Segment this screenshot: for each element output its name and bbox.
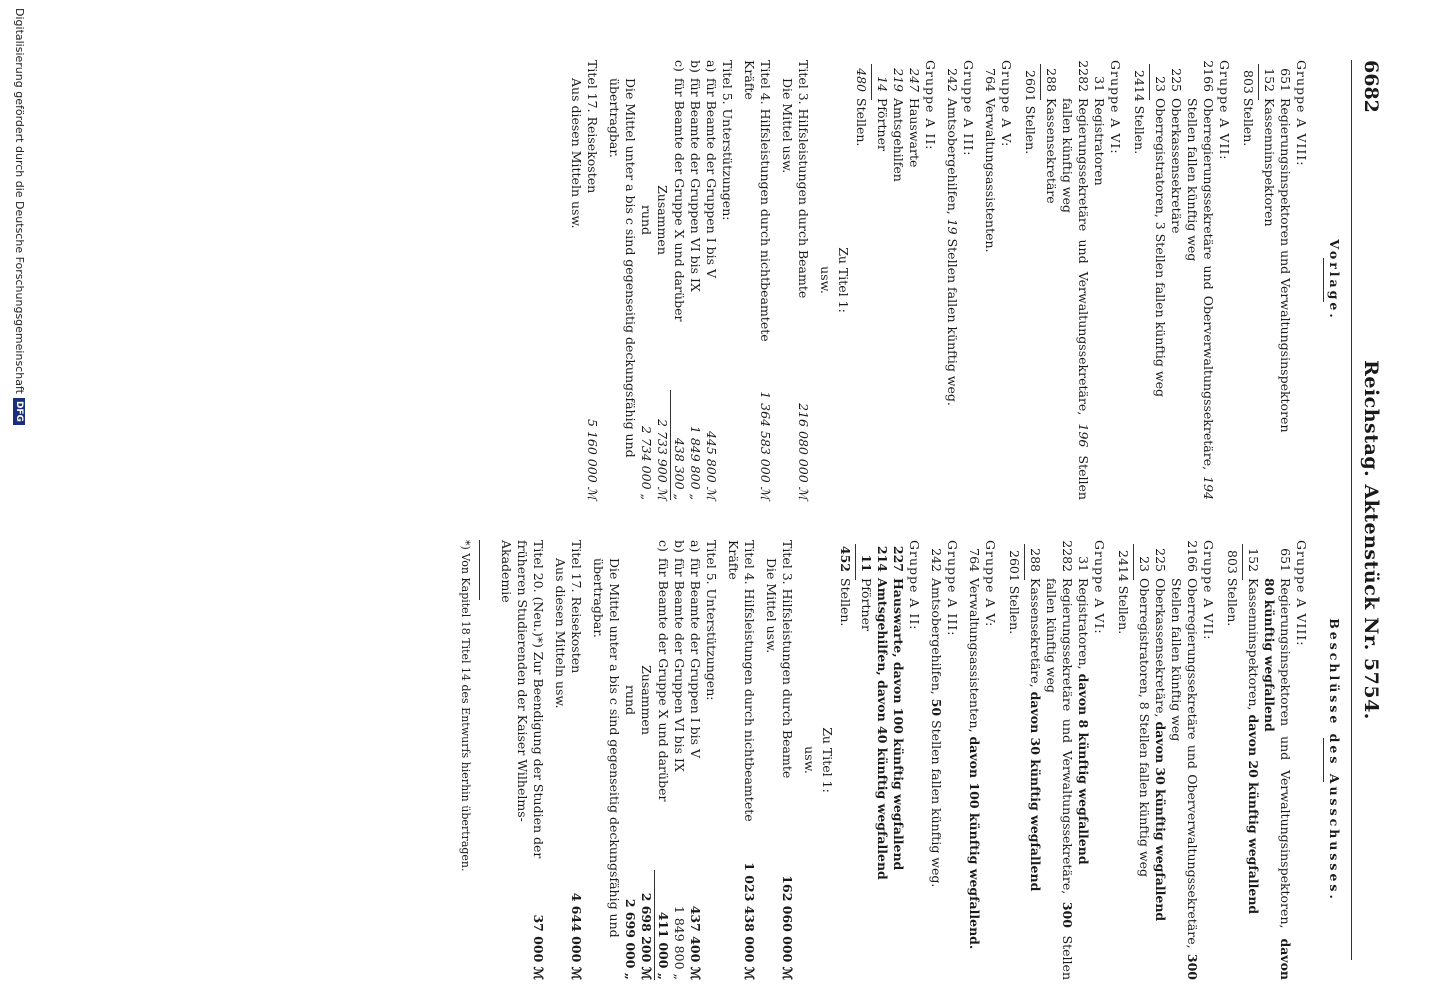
mittel-note: Die Mittel unter a bis c sind gegenseitig deckungsfähig und übertragbar.	[607, 78, 638, 458]
list-item: 288 Kassensekretäre, davon 30 künftig wegfallend	[1028, 548, 1043, 892]
usw-label: usw.	[818, 266, 833, 294]
sum-rule	[1133, 544, 1134, 580]
sum-rule	[855, 544, 856, 580]
list-item: 2282 Regierungssekretäre und Verwaltungssekretäre, 196 Stellen fallen künftig weg	[1060, 60, 1091, 500]
titel-17-note: Aus diesen Mitteln usw.	[553, 558, 568, 709]
usw-label: usw.	[802, 746, 817, 774]
list-item: 219 Amtsgehilfen	[891, 68, 906, 182]
group-total: 2414 Stellen.	[1116, 550, 1131, 635]
group-title: Gruppe A VII:	[1201, 540, 1216, 641]
group-title: Gruppe A II:	[923, 60, 938, 151]
group-total: 803 Stellen.	[1225, 550, 1240, 627]
page-number: 6682	[1360, 60, 1382, 113]
group-total: 2414 Stellen.	[1132, 70, 1147, 155]
list-item: 14 Pförtner	[875, 76, 890, 151]
list-item: 225 Oberkassensekretäre, davon 30 künftig wegfallend	[1153, 548, 1168, 922]
titel-3: Titel 3. Hilfsleistungen durch Beamte 162 060 000 ℳ	[780, 540, 795, 980]
group-title: Gruppe A II:	[907, 540, 922, 631]
group-title: Gruppe A V:	[983, 540, 998, 628]
group-title: Gruppe A V:	[999, 60, 1014, 148]
sum-rule	[1149, 64, 1150, 100]
list-item: 764 Verwaltungsassistenten.	[983, 68, 998, 253]
dfg-logo: DFG	[13, 398, 25, 425]
list-item: 288 Kassensekretäre	[1044, 68, 1059, 204]
group-total: 452 Stellen.	[838, 545, 853, 627]
group-title: Gruppe A III:	[945, 540, 960, 637]
sum-rule	[871, 64, 872, 100]
group-total: 480 Stellen.	[854, 68, 869, 147]
list-item: 23 Oberregistratoren, 8 Stellen fallen künftig weg	[1137, 556, 1152, 877]
group-total: 803 Stellen.	[1241, 70, 1256, 147]
group-title: Gruppe A VI:	[1108, 60, 1123, 155]
titel-5-a: a) für Beamte der Gruppen I bis V 445 800 ℳ	[704, 60, 719, 500]
list-item: 2166 Oberregierungssekretäre und Oberverwaltungssekretäre, 194 Stellen fallen künftig weg	[1185, 60, 1216, 500]
list-item: 225 Oberkassensekretäre	[1169, 68, 1184, 234]
list-item: 247 Hauswarte	[907, 68, 922, 168]
titel-3: Titel 3. Hilfsleistungen durch Beamte 216 080 000 ℳ	[796, 60, 811, 500]
titel-17: Titel 17. Reisekosten 4 644 000 ℳ	[569, 540, 584, 980]
titel-5-a: a) für Beamte der Gruppen I bis V 437 400 ℳ	[688, 540, 703, 980]
list-item: 23 Oberregistratoren, 3 Stellen fallen künftig weg	[1153, 76, 1168, 397]
list-item: 11 Pförtner	[859, 554, 874, 631]
sum-rule	[1024, 544, 1025, 580]
titel-4: Titel 4. Hilfsleistungen durch nichtbeamtete Kräfte 1 364 583 000 ℳ	[742, 60, 773, 500]
list-item: 31 Registratoren, davon 8 künftig wegfallend	[1076, 556, 1091, 865]
heading-rule	[1323, 738, 1324, 782]
group-total: 2601 Stellen.	[1007, 550, 1022, 635]
column-beschluesse	[457, 540, 1342, 980]
group-title: Gruppe A III:	[961, 60, 976, 157]
list-item: 651 Regierungsinspektoren und Verwaltungsinspektoren, davon 80 künftig wegfallend	[1262, 548, 1293, 980]
list-item: 242 Amtsobergehilfen, 50 Stellen fallen künftig weg.	[929, 548, 944, 888]
list-item: 31 Registratoren	[1092, 76, 1107, 186]
column-heading: Vorlage.	[1327, 239, 1342, 321]
group-total: 2601 Stellen.	[1023, 70, 1038, 155]
titel-5: Titel 5. Unterstützungen:	[720, 60, 735, 221]
titel-5-b: b) für Beamte der Gruppen VI bis IX 1 849 800 „	[672, 540, 687, 980]
digitization-credit: Digitalisierung gefördert durch die Deutsche ForschungsgemeinschaftDFG	[13, 8, 26, 425]
titel-3-note: Die Mittel usw.	[780, 78, 795, 174]
list-item: 2166 Oberregierungssekretäre und Oberverwaltungssekretäre, 300 Stellen fallen künftig weg	[1169, 540, 1200, 980]
titel-5-c: c) für Beamte der Gruppe X und darüber 438 300 „	[672, 60, 687, 500]
list-item: 214 Amtsgehilfen, davon 40 künftig wegfallend	[875, 545, 890, 880]
mittel-note: Die Mittel unter a bis c sind gegenseitig deckungsfähig und übertragbar.	[591, 558, 622, 938]
heading-rule	[1323, 258, 1324, 302]
zusammen-line: Zusammen 2 698 200 ℳ	[639, 665, 654, 980]
list-item: 764 Verwaltungsassistenten, davon 100 künftig wegfallend.	[967, 548, 982, 950]
titel-4: Titel 4. Hilfsleistungen durch nichtbeamtete Kräfte 1 023 438 000 ℳ	[726, 540, 757, 980]
zu-titel-label: Zu Titel 1:	[820, 727, 835, 793]
list-item: 152 Kassenninspektoren, davon 20 künftig wegfallend	[1246, 548, 1261, 915]
zusammen-line: Zusammen 2 733 900 ℳ	[655, 185, 670, 500]
footnote-rule	[479, 540, 480, 600]
column-heading: Beschlüsse des Ausschusses.	[1327, 618, 1342, 902]
titel-5: Titel 5. Unterstützungen:	[704, 540, 719, 701]
titel-3-note: Die Mittel usw.	[764, 558, 779, 654]
header-rule	[1351, 60, 1352, 960]
column-vorlage	[568, 60, 1342, 500]
sum-rule	[1242, 544, 1243, 580]
page-title: Reichstag. Aktenstück Nr. 5754.	[1360, 360, 1382, 720]
titel-20: Titel 20. (Neu.)*) Zur Beendigung der Studien der früheren Studierenden der Kaiser Wilhelms-Akademie 37 000 ℳ	[499, 540, 546, 980]
footnote: *) Von Kapitel 18 Titel 14 des Entwurfs hierhin übertragen.	[459, 540, 472, 872]
list-item: 152 Kassenninspektoren	[1262, 68, 1277, 227]
titel-5-c: c) für Beamte der Gruppe X und darüber 411 000 „	[656, 540, 671, 980]
list-item: 2282 Regierungssekretäre und Verwaltungssekretäre, 300 Stellen fallen künftig weg	[1044, 540, 1075, 980]
group-title: Gruppe A VIII:	[1294, 540, 1309, 647]
page-header	[1356, 60, 1382, 960]
rund-line: rund 2 734 000 „	[639, 204, 654, 500]
group-title: Gruppe A VII:	[1217, 60, 1232, 161]
sum-rule	[1258, 64, 1259, 100]
zu-titel-label: Zu Titel 1:	[836, 247, 851, 313]
titel-5-b: b) für Beamte der Gruppen VI bis IX 1 849 800 „	[688, 60, 703, 500]
rund-line: rund 2 699 000 „	[623, 684, 638, 980]
list-item: 651 Regierungsinspektoren und Verwaltungsinspektoren	[1278, 68, 1293, 433]
group-title: Gruppe A VIII:	[1294, 60, 1309, 167]
list-item: 227 Hauswarte, davon 100 künftig wegfallend	[891, 545, 906, 871]
titel-17-note: Aus diesen Mitteln usw.	[569, 78, 584, 229]
sum-rule	[1040, 64, 1041, 100]
list-item: 242 Amtsobergehilfen, 19 Stellen fallen künftig weg.	[945, 68, 960, 406]
group-title: Gruppe A VI:	[1092, 540, 1107, 635]
titel-17: Titel 17. Reisekosten 5 160 000 ℳ	[585, 60, 600, 500]
